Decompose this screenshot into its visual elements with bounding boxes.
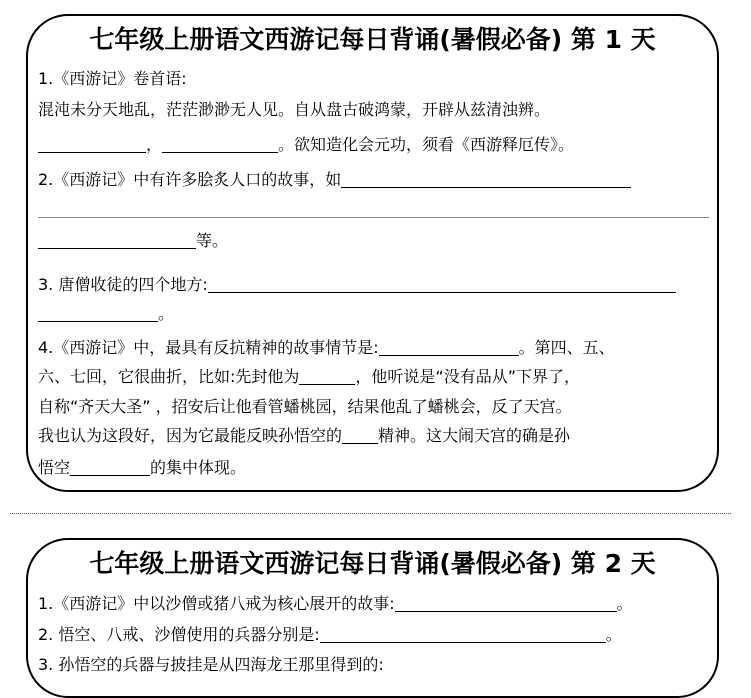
day1-q4-line3: 自称“齐天大圣” ，招安后让他看管蟠桃园，结果他乱了蟠桃会，反了天宫。 — [38, 397, 572, 416]
day1-card — [26, 14, 719, 492]
day1-q3-line2: 。 — [38, 301, 709, 327]
day1-q2-line3: 等。 — [38, 228, 709, 254]
day1-q4-line1: 4.《西游记》中，最具有反抗精神的故事情节是: 。第四、五、 — [38, 338, 615, 357]
day2-card — [26, 538, 719, 698]
day1-q1-poem-line1: 混沌未分天地乱，茫茫渺渺无人见。自从盘古破鸿蒙，开辟从兹清浊辨。 — [38, 100, 551, 119]
answer-blank[interactable] — [320, 626, 606, 643]
answer-blank[interactable] — [38, 136, 146, 153]
day1-title: 七年级上册语文西游记每日背诵(暑假必备) 第 1 天 — [89, 25, 656, 54]
day1-q4-line2: 六、七回，它很曲折，比如:先封他为 ，他听说是“没有品从”下界了， — [38, 367, 580, 386]
day1-q4-line4: 我也认为这段好，因为它最能反映孙悟空的 精神。这大闹天宫的确是孙 — [38, 426, 571, 445]
day1-q3-line1: 3. 唐僧收徒的四个地方: — [38, 272, 709, 298]
answer-blank[interactable] — [38, 305, 158, 322]
answer-blank[interactable] — [341, 171, 631, 188]
day2-title: 七年级上册语文西游记每日背诵(暑假必备) 第 2 天 — [89, 549, 656, 578]
day2-q3-line: 3. 孙悟空的兵器与披挂是从四海龙王那里得到的: — [38, 655, 384, 674]
answer-line[interactable] — [38, 217, 709, 218]
answer-blank[interactable] — [299, 368, 355, 385]
answer-blank[interactable] — [162, 136, 278, 153]
answer-blank[interactable] — [38, 232, 196, 249]
answer-blank[interactable] — [342, 427, 378, 444]
day1-q2-line1: 2.《西游记》中有许多脍炙人口的故事，如 — [38, 167, 709, 193]
day2-q1-line: 1.《西游记》中以沙僧或猪八戒为核心展开的故事: 。 — [38, 594, 633, 613]
day1-q1-poem-line2: ， 。欲知造化会元功，须看《西游释厄传》。 — [38, 132, 709, 158]
answer-blank[interactable] — [70, 459, 150, 476]
day1-q1-label: 1.《西游记》卷首语: — [38, 69, 187, 88]
answer-blank[interactable] — [208, 276, 676, 293]
dotted-separator — [10, 513, 731, 514]
answer-blank[interactable] — [395, 595, 617, 612]
day1-q4-line5: 悟空 的集中体现。 — [38, 458, 247, 477]
day2-q2-line: 2. 悟空、八戒、沙僧使用的兵器分别是: 。 — [38, 625, 622, 644]
answer-blank[interactable] — [379, 339, 519, 356]
